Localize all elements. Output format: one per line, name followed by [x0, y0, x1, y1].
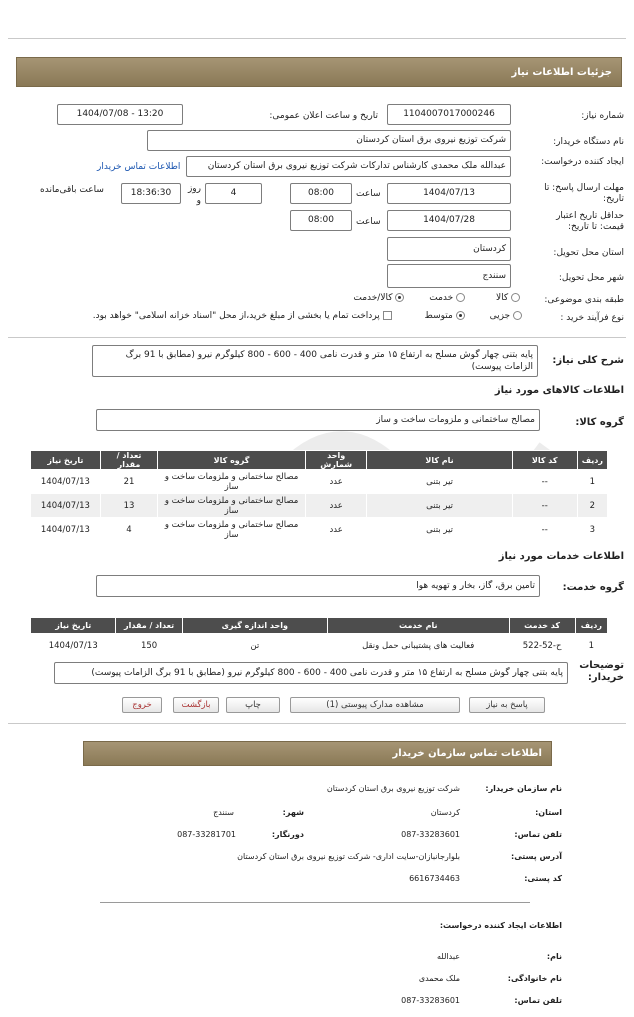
- description-field: [92, 345, 538, 377]
- category-radio-group: [320, 293, 520, 303]
- description-label: شرح کلی نیاز:: [552, 355, 624, 366]
- col-date: تاریخ نیاز: [31, 451, 101, 470]
- col-code: کد خدمت: [509, 618, 575, 634]
- contact-divider: [100, 902, 530, 903]
- treasury-checkbox[interactable]: [383, 311, 392, 320]
- col-unit: واحد شمارش: [305, 451, 367, 470]
- exit-button[interactable]: خروج: [122, 697, 162, 713]
- category-label: طبقه بندی موضوعی:: [544, 295, 624, 305]
- buyer-contact-link[interactable]: اطلاعات تماس خریدار: [97, 162, 181, 172]
- contact-header-title: اطلاعات تماس سازمان خریدار: [392, 748, 542, 759]
- announce-label: تاریخ و ساعت اعلان عمومی:: [269, 111, 378, 121]
- contact-city-value: سنندج: [213, 808, 234, 817]
- contact-fax-value: 087-33281701: [177, 830, 236, 839]
- cell-code: --: [512, 494, 577, 518]
- announce-field: 1404/07/08 - 13:20: [57, 104, 183, 125]
- city-label: شهر محل تحویل:: [558, 273, 624, 283]
- radio-goods-service[interactable]: [395, 293, 404, 302]
- contact-org-value: شرکت توزیع نیروی برق استان کردستان: [326, 784, 460, 793]
- cell-name: تیر بتنی: [367, 518, 512, 542]
- cell-unit: عدد: [305, 518, 367, 542]
- contact-org-label: نام سازمان خریدار:: [485, 784, 562, 793]
- cell-date: 1404/07/13: [31, 634, 116, 658]
- creator-field: عبدالله ملک محمدی کارشناس تدارکات شرکت توزیع نیروی برق استان کردستان: [186, 156, 511, 177]
- col-qty: تعداد / مقدار: [100, 451, 157, 470]
- contact-phone-label: تلفن تماس:: [514, 830, 562, 839]
- table-row: [31, 470, 608, 494]
- radio-goods[interactable]: [511, 293, 520, 302]
- table-row: [31, 494, 608, 518]
- contact-city-label: شهر:: [282, 808, 304, 817]
- cell-name: تیر بتنی: [367, 470, 512, 494]
- cell-idx: 1: [575, 634, 607, 658]
- creator-label-text: ایجاد کننده درخواست:: [541, 157, 624, 167]
- radio-minor[interactable]: [513, 311, 522, 320]
- contact-fax-label: دورنگار:: [271, 830, 304, 839]
- creator-family-label: نام خانوادگی:: [507, 974, 562, 983]
- deadline-label-text: مهلت ارسال پاسخ: تا تاریخ:: [544, 183, 624, 204]
- days-field: 4: [205, 183, 262, 204]
- deadline-time-label: ساعت: [356, 189, 381, 199]
- cell-idx: 2: [577, 494, 607, 518]
- col-code: کد کالا: [512, 451, 577, 470]
- creator-info-title: اطلاعات ایجاد کننده درخواست:: [439, 921, 562, 930]
- buyer-org-label: نام دستگاه خریدار:: [553, 137, 624, 147]
- goods-table: [30, 450, 608, 542]
- cell-group: مصالح ساختمانی و ملزومات ساخت و ساز: [158, 518, 306, 542]
- validity-time-field: 08:00: [290, 210, 352, 231]
- creator-name-value: عبدالله: [437, 952, 460, 961]
- contact-address-value: بلوارجانبازان-سایت اداری- شرکت توزیع نیروی برق استان کردستان: [237, 852, 460, 861]
- cell-unit: عدد: [305, 470, 367, 494]
- services-group-field: تامین برق، گاز، بخار و تهویه هوا: [96, 575, 540, 597]
- radio-service[interactable]: [456, 293, 465, 302]
- table-row: [31, 634, 608, 658]
- cell-code: --: [512, 518, 577, 542]
- col-name: نام کالا: [367, 451, 512, 470]
- remaining-label: ساعت باقی‌مانده: [40, 185, 104, 195]
- radio-medium[interactable]: [456, 311, 465, 320]
- city-field: سنندج: [387, 264, 511, 288]
- province-label: استان محل تحویل:: [553, 248, 624, 258]
- services-group-label: گروه خدمت:: [562, 582, 624, 593]
- description-text: پایه بتنی چهار گوش مسلح به ارتفاع ۱۵ متر و قدرت نامی 400 - 600 - 800 کیلوگرم نیرو (مطابق با 91 برگ الزامات پیوست): [125, 350, 533, 372]
- cell-group: مصالح ساختمانی و ملزومات ساخت و ساز: [158, 470, 306, 494]
- print-button[interactable]: چاپ: [226, 697, 280, 713]
- buyer-notes-label: [572, 660, 624, 684]
- cell-code: ح-52-522: [509, 634, 575, 658]
- goods-group-label: گروه کالا:: [575, 417, 624, 428]
- col-qty: تعداد / مقدار: [116, 618, 182, 634]
- creator-phone-label: تلفن تماس:: [514, 996, 562, 1005]
- cell-unit: تن: [182, 634, 327, 658]
- validity-time-label: ساعت: [356, 217, 381, 227]
- col-date: تاریخ نیاز: [31, 618, 116, 634]
- deadline-time-field: 08:00: [290, 183, 352, 204]
- deadline-label: [532, 183, 624, 205]
- creator-family-value: ملک محمدی: [418, 974, 460, 983]
- remaining-time-field: 18:36:30: [121, 183, 181, 204]
- buyer-org-field: شرکت توزیع نیروی برق استان کردستان: [147, 130, 511, 151]
- contact-phone-value: 087-33283601: [401, 830, 460, 839]
- buyer-notes-label-text: توضیحات خریدار:: [579, 660, 624, 683]
- col-unit: واحد اندازه گیری: [182, 618, 327, 634]
- table-row: [31, 518, 608, 542]
- cell-date: 1404/07/13: [31, 518, 101, 542]
- process-label: نوع فرآیند خرید :: [560, 313, 624, 323]
- view-documents-button[interactable]: مشاهده مدارک پیوستی (1): [290, 697, 460, 713]
- days-label: روز و: [187, 184, 201, 206]
- respond-button[interactable]: پاسخ به نیاز: [469, 697, 545, 713]
- deadline-date-field: 1404/07/13: [387, 183, 511, 204]
- validity-label-text: حداقل تاریخ اعتبار قیمت: تا تاریخ:: [556, 211, 624, 232]
- treasury-note: پرداخت تمام یا بخشی از مبلغ خرید،از محل "اسناد خزانه اسلامی" خواهد بود.: [92, 311, 380, 321]
- page-header-title: جزئیات اطلاعات نیاز: [511, 67, 612, 78]
- cell-date: 1404/07/13: [31, 470, 101, 494]
- services-section-title: اطلاعات خدمات مورد نیاز: [498, 551, 624, 562]
- need-number-label: شماره نیاز:: [581, 111, 624, 121]
- col-group: گروه کالا: [158, 451, 306, 470]
- validity-date-field: 1404/07/28: [387, 210, 511, 231]
- cell-name: فعالیت های پشتیبانی حمل ونقل: [327, 634, 509, 658]
- creator-name-label: نام:: [546, 952, 562, 961]
- creator-label: [534, 157, 624, 168]
- cell-qty: 13: [100, 494, 157, 518]
- page-header: [16, 57, 622, 87]
- col-name: نام خدمت: [327, 618, 509, 634]
- need-number-field: 1104007017000246: [387, 104, 511, 125]
- radio-medium-label: متوسط: [424, 311, 453, 321]
- province-field: کردستان: [387, 237, 511, 261]
- radio-goods-label: کالا: [495, 293, 509, 303]
- services-table: [30, 617, 608, 658]
- goods-section-title: اطلاعات کالاهای مورد نیاز: [494, 385, 624, 396]
- radio-goods-service-label: کالا/خدمت: [353, 293, 393, 303]
- goods-group-field: مصالح ساختمانی و ملزومات ساخت و ساز: [96, 409, 540, 431]
- buyer-notes-field: پایه بتنی چهار گوش مسلح به ارتفاع ۱۵ متر و قدرت نامی 400 - 600 - 800 کیلوگرم نیرو (مطابق با 91 برگ الزامات پیوست): [54, 662, 568, 684]
- cell-idx: 3: [577, 518, 607, 542]
- radio-service-label: خدمت: [429, 293, 454, 303]
- col-row: ردیف: [575, 618, 607, 634]
- contact-province-value: کردستان: [430, 808, 460, 817]
- back-button[interactable]: بازگشت: [173, 697, 219, 713]
- cell-date: 1404/07/13: [31, 494, 101, 518]
- contact-header: [83, 741, 552, 766]
- cell-name: تیر بتنی: [367, 494, 512, 518]
- creator-phone-value: 087-33283601: [401, 996, 460, 1005]
- cell-idx: 1: [577, 470, 607, 494]
- col-row: ردیف: [577, 451, 607, 470]
- cell-unit: عدد: [305, 494, 367, 518]
- cell-qty: 150: [116, 634, 182, 658]
- cell-code: --: [512, 470, 577, 494]
- validity-label: [532, 211, 624, 233]
- cell-qty: 4: [100, 518, 157, 542]
- contact-address-label: آدرس پستی:: [511, 852, 562, 861]
- contact-province-label: استان:: [535, 808, 562, 817]
- process-radio-group: [52, 311, 522, 321]
- cell-qty: 21: [100, 470, 157, 494]
- cell-group: مصالح ساختمانی و ملزومات ساخت و ساز: [158, 494, 306, 518]
- contact-postal-value: 6616734463: [409, 874, 460, 883]
- contact-postal-label: کد پستی:: [524, 874, 562, 883]
- radio-minor-label: جزیی: [489, 311, 511, 321]
